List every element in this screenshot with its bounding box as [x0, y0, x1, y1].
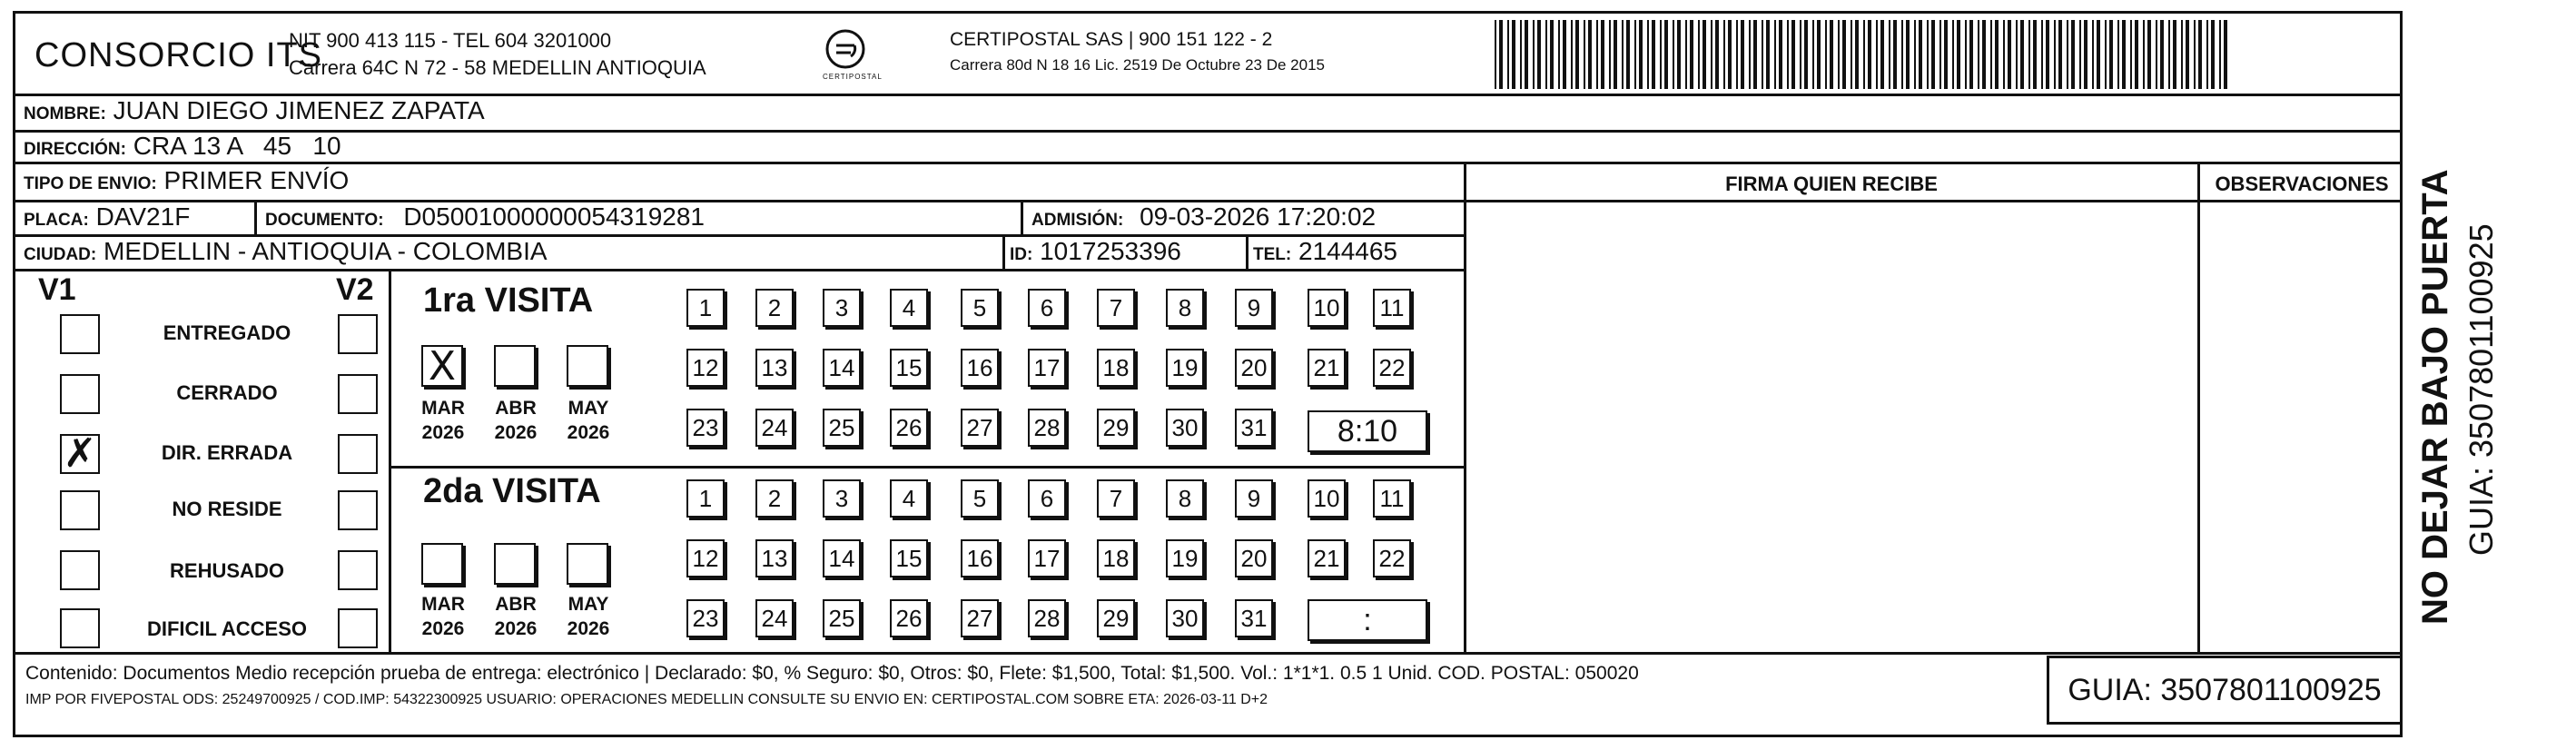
visit1-day-box[interactable]: 23	[686, 409, 725, 447]
visit1-day-box[interactable]: 29	[1097, 409, 1135, 447]
visit2-day-box[interactable]: 15	[890, 539, 928, 577]
v1-checkbox[interactable]	[60, 374, 100, 414]
visit2-day-box[interactable]: 2	[755, 479, 794, 518]
admision-row	[1031, 202, 1376, 232]
admision-label: ADMISIÓN:	[1031, 211, 1124, 230]
v1-checkbox[interactable]	[60, 490, 100, 530]
visit2-day-box[interactable]: 1	[686, 479, 725, 518]
visit2-day-box[interactable]: 19	[1166, 539, 1204, 577]
visit1-day-box[interactable]: 26	[890, 409, 928, 447]
direccion-value: CRA 13 A 45 10	[133, 132, 341, 160]
visit2-day-box[interactable]: 12	[686, 539, 725, 577]
visit1-day-box[interactable]: 25	[823, 409, 861, 447]
direccion-label: DIRECCIÓN:	[24, 140, 126, 159]
visit2-day-box[interactable]: 8	[1166, 479, 1204, 518]
visit1-month-box[interactable]	[494, 345, 536, 387]
side-warning: NO DEJAR BAJO PUERTA	[2415, 169, 2455, 625]
divider	[1246, 234, 1249, 269]
address-line: Carrera 64C N 72 - 58 MEDELLIN ANTIOQUIA	[289, 56, 706, 79]
v2-checkbox[interactable]	[338, 550, 378, 590]
visit2-day-box[interactable]: 16	[961, 539, 999, 577]
tipo-label: TIPO DE ENVIO:	[24, 174, 157, 193]
v1-checkbox[interactable]	[60, 314, 100, 354]
v2-checkbox[interactable]	[338, 434, 378, 474]
visit1-day-box[interactable]: 13	[755, 349, 794, 387]
visit1-time-box[interactable]: 8:10	[1308, 410, 1427, 452]
visit2-day-box[interactable]: 24	[755, 599, 794, 637]
guia-box: GUIA: 3507801100925	[2047, 656, 2403, 725]
visit2-day-box[interactable]: 17	[1028, 539, 1066, 577]
visit1-month-label: MAY 2026	[567, 398, 610, 443]
visit2-month-box[interactable]	[421, 543, 463, 585]
visit2-day-box[interactable]: 29	[1097, 599, 1135, 637]
divider	[389, 269, 391, 654]
visit1-day-box[interactable]: 3	[823, 289, 861, 327]
visit2-day-box[interactable]: 26	[890, 599, 928, 637]
company-info	[289, 27, 706, 82]
visit1-day-box[interactable]: 30	[1166, 409, 1204, 447]
visit1-month-box[interactable]	[567, 345, 608, 387]
v2-header: V2	[336, 272, 374, 307]
nombre-label: NOMBRE:	[24, 104, 106, 123]
id-value: 1017253396	[1040, 237, 1181, 265]
divider	[1002, 234, 1005, 269]
visit2-day-box[interactable]: 3	[823, 479, 861, 518]
tipo-value: PRIMER ENVÍO	[163, 166, 350, 194]
visit2-month-box[interactable]	[567, 543, 608, 585]
visit2-month-label: MAR 2026	[421, 594, 465, 639]
divider	[13, 162, 2403, 164]
visit1-day-box[interactable]: 24	[755, 409, 794, 447]
visit1-day-box[interactable]: 22	[1373, 349, 1411, 387]
visit2-day-box[interactable]: 10	[1308, 479, 1346, 518]
side-guia: GUIA: 3507801100925	[2462, 223, 2500, 556]
contents-line: Contenido: Documentos Medio recepción prueba de entrega: electrónico | Declarado: $0, % Seguro: $0, Otros: $0, Flete: $1,500, Total: $1,500. Vol.: 1*1*1. 0.5 1 Unid. COD. POSTAL: 050020	[25, 663, 1639, 684]
divider	[1464, 163, 1466, 654]
status-label: ENTREGADO	[163, 321, 291, 344]
nit-line: NIT 900 413 115 - TEL 604 3201000	[289, 29, 612, 52]
visit2-day-box[interactable]: 6	[1028, 479, 1066, 518]
print-info-line: IMP POR FIVEPOSTAL ODS: 25249700925 / COD.IMP: 54322300925 USUARIO: OPERACIONES MEDELLIN CONSULTE SU ENVIO EN: CERTIPOSTAL.COM SOBRE ETA: 2026-03-11 D+2	[25, 692, 1268, 707]
visit2-day-box[interactable]: 9	[1235, 479, 1273, 518]
visit1-day-box[interactable]: 16	[961, 349, 999, 387]
placa-row	[24, 202, 190, 232]
v1-checkbox[interactable]: ✗	[60, 434, 100, 474]
visit2-day-box[interactable]: 4	[890, 479, 928, 518]
visit2-day-box[interactable]: 23	[686, 599, 725, 637]
visit2-day-box[interactable]: 13	[755, 539, 794, 577]
visit1-day-box[interactable]: 21	[1308, 349, 1346, 387]
tel-value: 2144465	[1298, 237, 1398, 265]
v2-checkbox[interactable]	[338, 374, 378, 414]
tipo-row	[24, 166, 349, 195]
visit1-day-box[interactable]: 7	[1097, 289, 1135, 327]
barcode-icon	[1495, 20, 2228, 89]
v2-checkbox[interactable]	[338, 608, 378, 648]
visit2-day-box[interactable]: 30	[1166, 599, 1204, 637]
visit2-month-label: MAY 2026	[567, 594, 610, 639]
visit2-month-label: ABR 2026	[494, 594, 538, 639]
visit1-day-box[interactable]: 27	[961, 409, 999, 447]
placa-label: PLACA:	[24, 211, 89, 230]
status-label: REHUSADO	[170, 559, 284, 582]
v2-checkbox[interactable]	[338, 490, 378, 530]
observaciones-header: OBSERVACIONES	[2215, 173, 2389, 195]
visit1-day-box[interactable]: 9	[1235, 289, 1273, 327]
visit1-day-box[interactable]: 20	[1235, 349, 1273, 387]
visit2-time-box[interactable]: :	[1308, 599, 1427, 641]
visit2-day-box[interactable]: 21	[1308, 539, 1346, 577]
visit2-title: 2da VISITA	[423, 472, 601, 510]
visit1-day-box[interactable]: 8	[1166, 289, 1204, 327]
visit2-day-box[interactable]: 31	[1235, 599, 1273, 637]
visit1-month-label: ABR 2026	[494, 398, 538, 443]
documento-label: DOCUMENTO:	[265, 211, 384, 230]
visit2-day-box[interactable]: 11	[1373, 479, 1411, 518]
visit2-day-box[interactable]: 7	[1097, 479, 1135, 518]
documento-row	[265, 202, 705, 232]
visit1-day-box[interactable]: 28	[1028, 409, 1066, 447]
visit1-day-box[interactable]: 17	[1028, 349, 1066, 387]
status-label: NO RESIDE	[172, 498, 282, 520]
visit1-day-box[interactable]: 18	[1097, 349, 1135, 387]
visit1-day-box[interactable]: 10	[1308, 289, 1346, 327]
ciudad-value: MEDELLIN - ANTIOQUIA - COLOMBIA	[104, 237, 548, 265]
divider	[13, 652, 2403, 655]
logo-text: CERTIPOSTAL	[823, 73, 883, 81]
visit2-day-box[interactable]: 27	[961, 599, 999, 637]
certipostal-info	[950, 27, 1325, 78]
divider	[13, 130, 2403, 133]
divider	[254, 200, 257, 234]
visit1-month-label: MAR 2026	[421, 398, 465, 443]
visit2-day-box[interactable]: 5	[961, 479, 999, 518]
v1-header: V1	[38, 272, 76, 307]
v1-checkbox[interactable]	[60, 550, 100, 590]
admision-value: 09-03-2026 17:20:02	[1140, 202, 1377, 231]
visit2-day-box[interactable]: 28	[1028, 599, 1066, 637]
visit1-day-box[interactable]: 4	[890, 289, 928, 327]
placa-value: DAV21F	[95, 202, 191, 231]
visit2-day-box[interactable]: 14	[823, 539, 861, 577]
license-line: Carrera 80d N 18 16 Lic. 2519 De Octubre 23 De 2015	[950, 56, 1325, 74]
tel-label: TEL:	[1253, 245, 1292, 264]
visit2-day-box[interactable]: 20	[1235, 539, 1273, 577]
id-label: ID:	[1010, 245, 1033, 264]
visit1-month-box[interactable]: X	[421, 345, 463, 387]
divider	[1021, 200, 1023, 234]
documento-value: D05001000000054319281	[403, 202, 705, 231]
v1-checkbox[interactable]	[60, 608, 100, 648]
id-row	[1010, 237, 1181, 266]
firma-header: FIRMA QUIEN RECIBE	[1725, 173, 1938, 195]
visit1-day-box[interactable]: 11	[1373, 289, 1411, 327]
visit2-month-box[interactable]	[494, 543, 536, 585]
direccion-row	[24, 132, 341, 161]
tel-row	[1253, 237, 1397, 266]
certipostal-line: CERTIPOSTAL SAS | 900 151 122 - 2	[950, 29, 1273, 50]
company-name: CONSORCIO ITS	[35, 36, 323, 74]
visit1-day-box[interactable]: 1	[686, 289, 725, 327]
status-label: DIFICIL ACCESO	[146, 617, 307, 640]
visit1-day-box[interactable]: 6	[1028, 289, 1066, 327]
visit1-day-box[interactable]: 5	[961, 289, 999, 327]
ciudad-row	[24, 237, 548, 266]
visit1-day-box[interactable]: 2	[755, 289, 794, 327]
visit2-day-box[interactable]: 22	[1373, 539, 1411, 577]
ciudad-label: CIUDAD:	[24, 245, 97, 264]
status-label: CERRADO	[176, 381, 278, 404]
status-label: DIR. ERRADA	[161, 441, 293, 464]
visit1-day-box[interactable]: 31	[1235, 409, 1273, 447]
visit2-day-box[interactable]: 18	[1097, 539, 1135, 577]
v2-checkbox[interactable]	[338, 314, 378, 354]
visit1-title: 1ra VISITA	[423, 281, 594, 320]
visit1-day-box[interactable]: 12	[686, 349, 725, 387]
divider	[389, 466, 1466, 469]
visit1-day-box[interactable]: 14	[823, 349, 861, 387]
visit1-day-box[interactable]: 19	[1166, 349, 1204, 387]
visit1-day-box[interactable]: 15	[890, 349, 928, 387]
visit2-day-box[interactable]: 25	[823, 599, 861, 637]
divider	[2197, 163, 2200, 654]
divider	[13, 269, 1466, 271]
nombre-row	[24, 96, 485, 125]
nombre-value: JUAN DIEGO JIMENEZ ZAPATA	[113, 96, 485, 124]
